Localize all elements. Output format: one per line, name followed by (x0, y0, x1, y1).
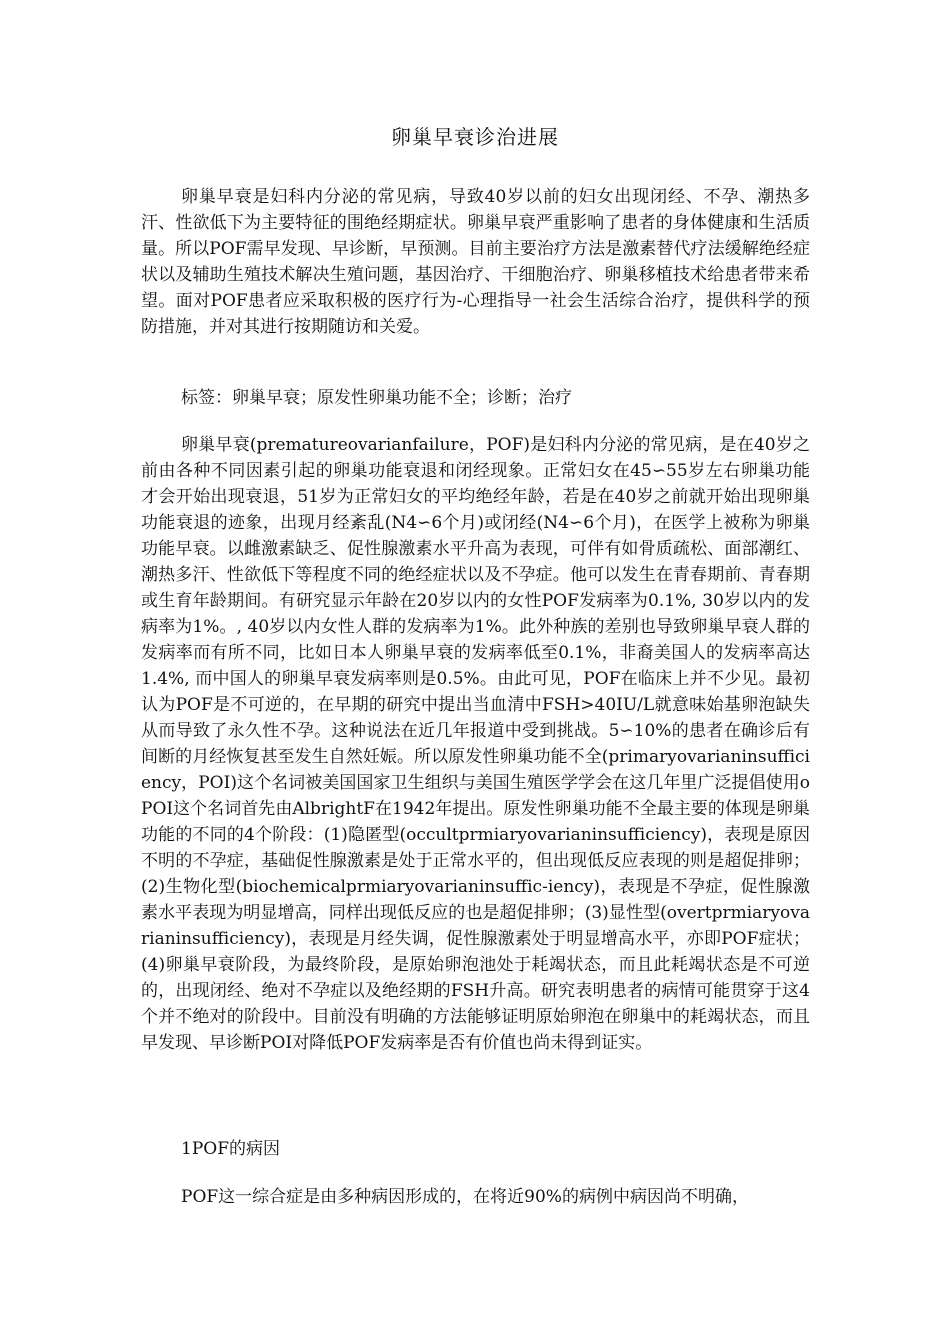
keywords-line: 标签：卵巢早衰；原发性卵巢功能不全；诊断；治疗 (181, 388, 572, 408)
section-heading: 1POF的病因 (181, 1139, 280, 1159)
body-paragraph: 卵巢早衰(prematureovarianfailure，POF)是妇科内分泌的常见病，是在40岁之前由各种不同因素引起的卵巢功能衰退和闭经现象。正常妇女在45∽55岁左右卵巢功能才会开始出现衰退，51岁为正常妇女的平均绝经年龄，若是在40岁之前就开始出现卵巢功能衰退的迹象，出现月经紊乱(N4∽6个月)或闭经(N4∽6个月)，在医学上被称为卵巢功能早衰。以雌激素缺乏、促性腺激素水平升高为表现，可伴有如骨质疏松、面部潮红、潮热多汗、性欲低下等程度不同的绝经症状以及不孕症。他可以发生在青春期前、青春期或生育年龄期间。有研究显示年龄在20岁以内的女性POF发病率为0.1%, 30岁以内的发病率为1%。, 40岁以内女性人群的发病率为1%。此外种族的差别也导致卵巢早衰人群的发病率而有所不同，比如日本人卵巢早衰的发病率低至0.1%，非裔美国人的发病率高达1.4%, 而中国人的卵巢早衰发病率则是0.5%。由此可见，POF在临床上并不少见。最初认为POF是不可逆的，在早期的研究中提出当血清中FSH>40IU/L就意味始基卵泡缺失从而导致了永久性不孕。这种说法在近几年报道中受到挑战。5∽10%的患者在确诊后有间断的月经恢复甚至发生自然妊娠。所以原发性卵巢功能不全(primaryovarianinsufficiency，POI)这个名词被美国国家卫生组织与美国生殖医学学会在这几年里广泛提倡使用oPOI这个名词首先由AlbrightF在1942年提出。原发性卵巢功能不全最主要的体现是卵巢功能的不同的4个阶段：(1)隐匿型(occultprmiaryovarianinsufficiency)，表现是原因不明的不孕症，基础促性腺激素是处于正常水平的，但出现低反应表现的则是超促排卵；(2)生物化型(biochemicalprmiaryovarianinsuffic-iency)，表现是不孕症，促性腺激素水平表现为明显增高，同样出现低反应的也是超促排卵；(3)显性型(overtprmiaryovarianinsufficiency)，表现是月经失调，促性腺激素处于明显增高水平，亦即POF症状；(4)卵巢早衰阶段，为最终阶段，是原始卵泡池处于耗竭状态，而且此耗竭状态是不可逆的，出现闭经、绝对不孕症以及绝经期的FSH升高。研究表明患者的病情可能贯穿于这4个并不绝对的阶段中。目前没有明确的方法能够证明原始卵泡在卵巢中的耗竭状态，而且早发现、早诊断POI对降低POF发病率是否有价值也尚未得到证实。 (141, 435, 810, 1053)
abstract-paragraph: 卵巢早衰是妇科内分泌的常见病，导致40岁以前的妇女出现闭经、不孕、潮热多汗、性欲低下为主要特征的围绝经期症状。卵巢早衰严重影响了患者的身体健康和生活质量。所以POF需早发现、早诊断，早预测。目前主要治疗方法是激素替代疗法缓解绝经症状以及辅助生殖技术解决生殖问题，基因治疗、干细胞治疗、卵巢移植技术给患者带来希望。面对POF患者应采取积极的医疗行为-心理指导一社会生活综合治疗，提供科学的预防措施，并对其进行按期随访和关爱。 (141, 187, 810, 337)
document-title: 卵巢早衰诊治进展 (391, 125, 559, 149)
last-paragraph: POF这一综合症是由多种病因形成的，在将近90%的病例中病因尚不明确， (181, 1187, 749, 1207)
